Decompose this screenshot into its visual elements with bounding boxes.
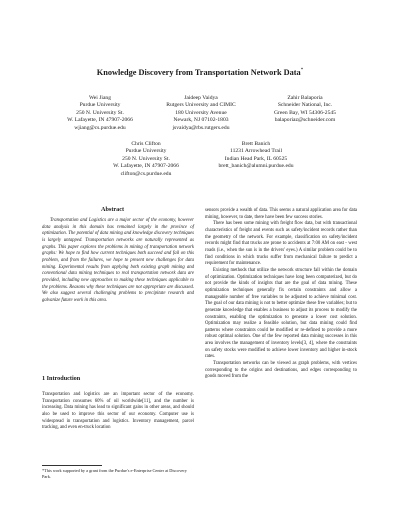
author-email: wjiang@cs.purdue.edu: [74, 124, 126, 131]
right-column: [205, 208, 357, 381]
author-name: Zahir Balaporia: [287, 95, 323, 101]
author-email: jsvaidya@rbs.rutgers.edu: [172, 124, 230, 131]
abstract-text: Transportation and Logistics are a major sector of the economy, however data analysis in this domain has remained largely in the province of optimization. The potential of data mining and knowledge discovery techniques is largely untapped. Transportation networks are naturally represented as graphs. This paper explores the problems in mining of transportation network graphs: We hope to find how current techniques both succeed and fail on this problem, and from the failures, we hope to present new challenges for data mining. Experimental results from applying both existing graph mining and conventional data mining techniques to real transportation network data are provided, including new approaches to making these techniques applicable to the problems. Reasons why these techniques are not appropriate are discussed. We also suggest several challenging problems to precipitate research and galvanize future work in this area.: [42, 218, 194, 303]
author-block-3: [250, 95, 360, 125]
author-block-4: [91, 141, 201, 178]
author-affiliation: Purdue University: [125, 148, 167, 155]
author-address: Green Bay, WI 54306-2545: [274, 109, 336, 116]
title-footnote-mark: *: [300, 68, 304, 73]
footnote: *This work supported by a grant from the Purdue's e-Enterprise Center at Discovery Park.: [42, 468, 187, 479]
author-address: W. Lafayette, IN 47907-2066: [67, 117, 133, 124]
author-address: W. Lafayette, IN 47907-2066: [113, 163, 179, 170]
author-affiliation: Rutgers University and CIMIC: [166, 102, 236, 109]
title-text: Knowledge Discovery from Transportation Network Data: [96, 67, 301, 77]
author-address: 180 University Avenue: [175, 109, 227, 116]
author-block-2: [146, 95, 256, 132]
author-address: 250 N. University St.: [76, 109, 124, 116]
author-email: clifton@cs.purdue.edu: [120, 170, 172, 177]
body-paragraph: There has been some mining with freight flow data, but with transactional characteristics of freight and events such as safety/incident records rather than the geometry of the network. For example, classification on safety/incident records might find that trucks are prone to accidents at 7:00 AM on east - west roads (i.e., when the sun is in the drivers' eyes.) A similar problem could be to find conditions in which trucks suffer from mechanical failure to predict a requirement for maintenance.: [205, 221, 357, 267]
author-name: Brett Banich: [241, 141, 271, 147]
author-affiliation: Schneider National, Inc.: [277, 102, 333, 109]
body-paragraph: sensors provide a wealth of data. This seems a natural application area for data mining, however, to date, there have been few success stories.: [205, 208, 357, 220]
footnote-rule: [42, 465, 102, 466]
author-affiliation: 11231 Arrowhead Trail: [230, 148, 282, 155]
author-address: Newark, NJ 07102-1803: [173, 117, 229, 124]
paper-title: [0, 66, 400, 78]
author-name: Wei Jiang: [88, 95, 112, 101]
author-name: Jaideep Vaidya: [184, 95, 218, 101]
author-email: balaporiaz@schneider.com: [274, 117, 336, 124]
body-paragraph: Transportation networks can be viewed as graph problems, with vertices corresponding to the origins and destinations, and edges corresponding to goods moved from the: [205, 361, 357, 380]
body-paragraph: Existing methods that utilize the network structure fall within the domain of optimization. Optimization techniques have long been computerized, but do not provide the kinds of insights that are the goal of data mining. These optimization techniques generally fix certain constraints and allow a manageable number of free variables to be adjusted to achieve minimal cost. The goal of our data mining is not to better optimize these free variables; but to generate knowledge that enables a business to adjust its process to modify the constraints, enabling the optimization to generate a lower cost solution. Optimization may realize a feasible solution, but data mining could find patterns where constraints could be modified or re-defined to provide a more robust optimal solution. One of the few reported data mining successes in this area involves the management of inventory levels[3, 4], where the constraints on safety stocks were modified to achieve lower inventory and higher in-stock rates.: [205, 267, 357, 360]
introduction-column: [42, 392, 194, 432]
author-block-5: [196, 141, 316, 171]
author-block-1: [45, 95, 155, 132]
introduction-paragraph: Transportation and logistics are an important sector of the economy. Transportation consumes 60% of oil worldwide[11], and the number is increasing. Data mining has lead to significant gains in other areas, and should also be used to improve this sector of our economy. Computer use is widespread in transportation and logistics. Inventory management, parcel tracking, and even en-truck location: [42, 392, 194, 431]
abstract-heading: Abstract: [101, 206, 125, 213]
author-email: brett_banich@alumni.purdue.edu: [218, 163, 294, 170]
introduction-heading: 1 Introduction: [42, 375, 81, 382]
author-address: 250 N. University St.: [122, 155, 170, 162]
author-name: Chris Clifton: [131, 141, 161, 147]
abstract-column: [42, 218, 194, 305]
author-address: Indian Head Park, IL 60525: [224, 155, 288, 162]
author-affiliation: Purdue University: [79, 102, 121, 109]
